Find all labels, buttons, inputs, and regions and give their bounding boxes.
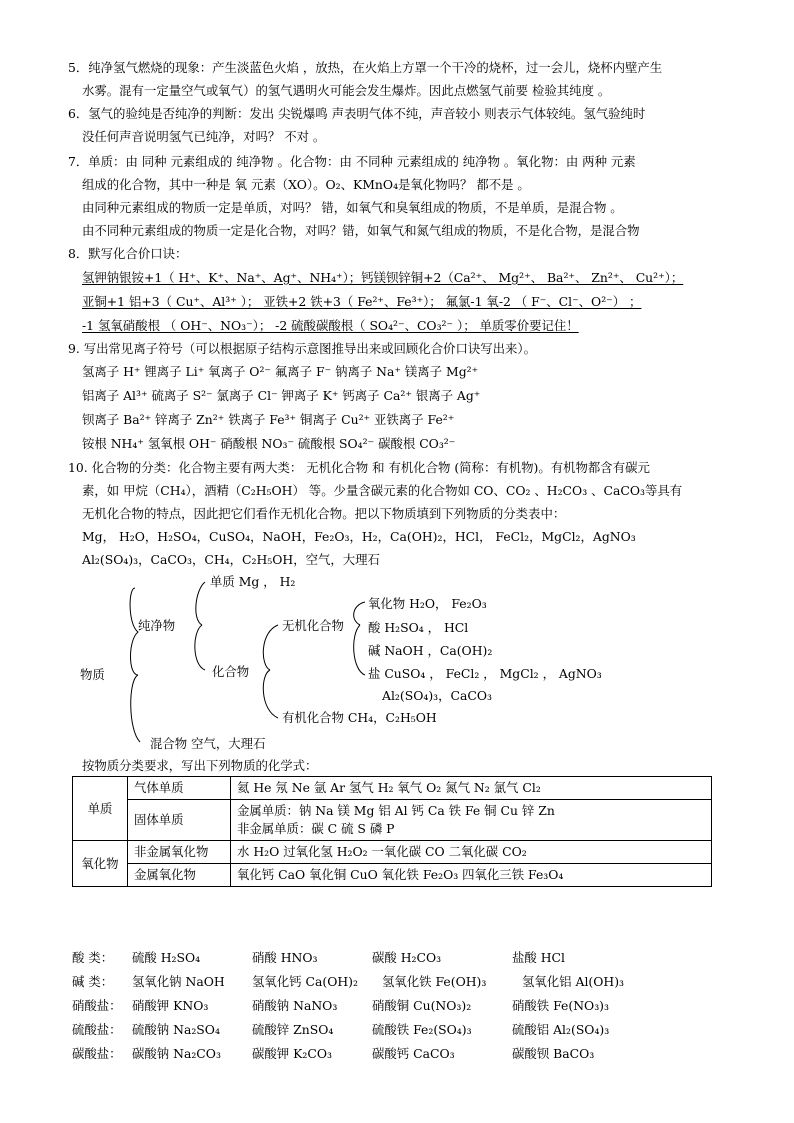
row-head: 硫酸盐： [72, 1022, 122, 1037]
cell-nonmetal-oxide-label: 非金属氧化物 [128, 841, 231, 864]
cell-metal-oxide-label: 金属氧化物 [128, 864, 231, 887]
mixture-label: 混合物 空气，大理石 [150, 736, 266, 751]
metal-elements: 金属单质：钠 Na 镁 Mg 铝 Al 钙 Ca 铁 Fe 铜 Cu 锌 Zn [237, 803, 555, 818]
compound-label: 化合物 [212, 664, 250, 679]
cell-gas-label: 气体单质 [128, 777, 231, 800]
row-item: 硝酸 HNO₃ [252, 950, 318, 965]
row-item: 硝酸钠 NaNO₃ [252, 998, 338, 1013]
line-10c: 无机化合物的特点，因此把它们看作无机化合物。把以下物质填到下列物质的分类表中： [82, 506, 566, 521]
row-item: 碳酸钾 K₂CO₃ [252, 1046, 332, 1061]
pure-label: 纯净物 [138, 618, 176, 633]
valence-line-2: 亚铜+1 铝+3（ Cu⁺、Al³⁺ ）； 亚铁+2 铁+3（ Fe²⁺、Fe³⁺）； 氟氯-1 氧-2 （ F⁻、Cl⁻、O²⁻） ； [82, 294, 642, 309]
row-item: 硝酸铜 Cu(NO₃)₂ [372, 998, 472, 1013]
inorganic-label: 无机化合物 [282, 618, 344, 633]
row-item: 氢氧化钠 NaOH [132, 974, 225, 989]
substance-list-2: Al₂(SO₄)₃，CaCO₃，CH₄，C₂H₅OH，空气，大理石 [82, 552, 380, 567]
row-item: 氢氧化铁 Fe(OH)₃ [382, 974, 487, 989]
row-item: 盐酸 HCl [512, 950, 565, 965]
oxide-label: 氧化物 H₂O， Fe₂O₃ [368, 596, 487, 611]
cell-solid-label: 固体单质 [128, 800, 231, 841]
organic-label: 有机化合物 CH₄，C₂H₅OH [282, 710, 437, 725]
table-intro: 按物质分类要求，写出下列物质的化学式： [82, 758, 318, 773]
salt-label: 盐 CuSO₄ ， FeCl₂ ， MgCl₂ ， AgNO₃ [368, 666, 602, 681]
element-label: 单质 Mg ， H₂ [210, 574, 296, 589]
row-item: 氢氧化铝 Al(OH)₃ [522, 974, 625, 989]
line-10a: 10. 化合物的分类：化合物主要有两大类： 无机化合物 和 有机化合物 (简称：有机物)。有机物都含有碳元 [68, 460, 650, 475]
cell-gas: 氦 He 氖 Ne 氩 Ar 氢气 H₂ 氧气 O₂ 氮气 N₂ 氯气 Cl₂ [231, 777, 712, 800]
row-item: 碳酸钡 BaCO₃ [512, 1046, 595, 1061]
row-item: 碳酸钙 CaCO₃ [372, 1046, 455, 1061]
row-item: 硝酸钾 KNO₃ [132, 998, 209, 1013]
base-label: 碱 NaOH ，Ca(OH)₂ [368, 643, 493, 658]
cell-nonmetal-oxide: 水 H₂O 过氧化氢 H₂O₂ 一氧化碳 CO 二氧化碳 CO₂ [231, 841, 712, 864]
ion-row-2: 铝离子 Al³⁺ 硫离子 S²⁻ 氯离子 Cl⁻ 钾离子 K⁺ 钙离子 Ca²⁺ 银离子 Ag⁺ [82, 388, 481, 403]
line-10b: 素，如 甲烷（CH₄），酒精（C₂H₅OH） 等。少量含碳元素的化合物如 CO、CO₂ 、H₂CO₃ 、CaCO₃等具有 [82, 483, 683, 498]
ion-row-1: 氢离子 H⁺ 锂离子 Li⁺ 氧离子 O²⁻ 氟离子 F⁻ 钠离子 Na⁺ 镁离子 Mg²⁺ [82, 364, 479, 379]
row-item: 硫酸铝 Al₂(SO₄)₃ [512, 1022, 610, 1037]
row-item: 硫酸锌 ZnSO₄ [252, 1022, 334, 1037]
row-head: 酸 类： [72, 950, 114, 965]
row-item: 碳酸钠 Na₂CO₃ [132, 1046, 221, 1061]
salt-label-2: Al₂(SO₄)₃，CaCO₃ [382, 688, 492, 703]
valence-line-1: 氢钾钠银铵+1（ H⁺、K⁺、Na⁺、Ag⁺、NH₄⁺）；钙镁钡锌铜+2（Ca²⁺、 Mg²⁺、 Ba²⁺、 Zn²⁺、 Cu²⁺）； [82, 270, 684, 285]
line-6a: 6．氢气的验纯是否纯净的判断：发出 尖锐爆鸣 声表明气体不纯，声音较小 则表示气体较纯。氢气验纯时 [68, 106, 646, 121]
root-label: 物质 [80, 667, 105, 682]
line-8: 8．默写化合价口诀： [68, 246, 188, 261]
row-item: 碳酸 H₂CO₃ [372, 950, 442, 965]
line-7d: 由不同种元素组成的物质一定是化合物，对吗？错，如氧气和氮气组成的物质，不是化合物，是混合物 [82, 223, 640, 238]
row-item: 氢氧化钙 Ca(OH)₂ [252, 974, 358, 989]
ion-row-3: 钡离子 Ba²⁺ 锌离子 Zn²⁺ 铁离子 Fe³⁺ 铜离子 Cu²⁺ 亚铁离子 Fe²⁺ [82, 412, 455, 427]
ion-row-4: 铵根 NH₄⁺ 氢氧根 OH⁻ 硝酸根 NO₃⁻ 硫酸根 SO₄²⁻ 碳酸根 CO₃²⁻ [82, 436, 456, 451]
substance-list-1: Mg， H₂O，H₂SO₄，CuSO₄，NaOH，Fe₂O₃，H₂，Ca(OH)₂，HCl， FeCl₂，MgCl₂，AgNO₃ [82, 529, 636, 544]
cell-oxide: 氧化物 [73, 841, 128, 887]
line-5a: 5．纯净氢气燃烧的现象：产生淡蓝色火焰 ，放热，在火焰上方罩一个干冷的烧杯，过一会儿，烧杯内壁产生 [68, 60, 663, 75]
row-item: 硫酸 H₂SO₄ [132, 950, 201, 965]
line-9: 9. 写出常见离子符号（可以根据原子结构示意图推导出来或回顾化合价口诀写出来）。 [68, 341, 537, 356]
nonmetal-elements: 非金属单质：碳 C 硫 S 磷 P [237, 821, 395, 836]
line-6b: 没任何声音说明氢气已纯净，对吗？ 不对 。 [82, 129, 326, 144]
row-item: 硝酸铁 Fe(NO₃)₃ [512, 998, 609, 1013]
acid-label: 酸 H₂SO₄ ， HCl [368, 620, 469, 635]
row-item: 硫酸铁 Fe₂(SO₄)₃ [372, 1022, 472, 1037]
classification-tree [60, 570, 740, 760]
row-head: 硝酸盐： [72, 998, 122, 1013]
valence-line-3: -1 氢氧硝酸根 （ OH⁻、NO₃⁻）； -2 硫酸碳酸根（ SO₄²⁻、CO₃²⁻ ）； 单质零价要记住！ [82, 318, 579, 333]
line-7b: 组成的化合物，其中一种是 氧 元素（XO）。O₂、KMnO₄是氧化物吗？ 都不是 。 [82, 177, 530, 192]
line-5b: 水雾。混有一定量空气或氧气）的氢气遇明火可能会发生爆炸。因此点燃氢气前要 检验其纯度 。 [82, 83, 611, 98]
row-head: 碱 类： [72, 974, 114, 989]
classification-table [72, 776, 712, 887]
row-item: 硫酸钠 Na₂SO₄ [132, 1022, 220, 1037]
cell-solid [231, 800, 712, 841]
cell-metal-oxide: 氧化钙 CaO 氧化铜 CuO 氧化铁 Fe₂O₃ 四氧化三铁 Fe₃O₄ [231, 864, 712, 887]
line-7a: 7．单质：由 同种 元素组成的 纯净物 。化合物：由 不同种 元素组成的 纯净物 。氧化物：由 两种 元素 [68, 154, 636, 169]
row-head: 碳酸盐： [72, 1046, 122, 1061]
cell-danzhi: 单质 [73, 777, 128, 841]
line-7c: 由同种元素组成的物质一定是单质，对吗？ 错，如氧气和臭氧组成的物质，不是单质，是混合物 。 [82, 200, 623, 215]
